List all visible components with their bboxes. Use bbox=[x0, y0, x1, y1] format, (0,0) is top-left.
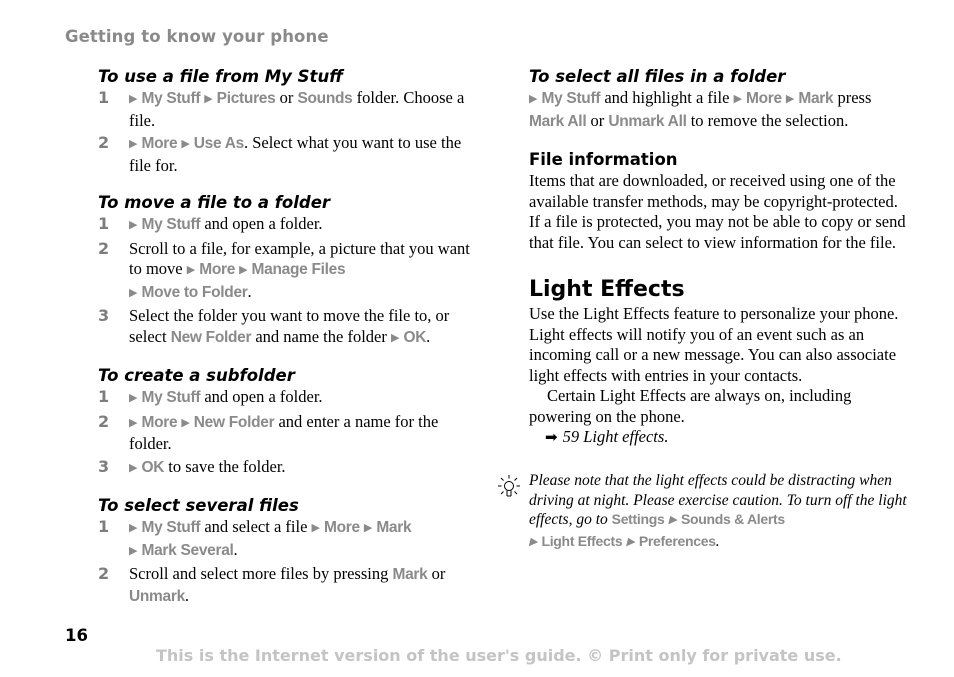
left-column bbox=[98, 66, 470, 607]
footer-notice: This is the Internet version of the user's guide. © Print only for private use. bbox=[156, 646, 842, 665]
arrow-icon: ▶ bbox=[390, 331, 400, 344]
page-number: 16 bbox=[65, 626, 88, 645]
section-title: To create a subfolder bbox=[98, 366, 295, 385]
section-move-file bbox=[98, 192, 470, 349]
arrow-right-icon: ➡ bbox=[545, 430, 558, 446]
arrow-icon: ▶ bbox=[129, 93, 138, 105]
arrow-icon: ▶ bbox=[129, 544, 138, 557]
arrow-icon: ▶ bbox=[733, 93, 743, 105]
step: 3 Select the folder you want to move the file to, or select New Folder and name the folder ▶ OK. bbox=[98, 306, 470, 349]
arrow-icon: ▶ bbox=[186, 264, 196, 276]
arrow-icon: ▶ bbox=[311, 522, 320, 534]
arrow-icon: ▶ bbox=[129, 416, 138, 429]
section-use-file bbox=[98, 66, 470, 176]
step: 1 ▶ My Stuff and open a folder. bbox=[98, 214, 470, 237]
section-title: To move a file to a folder bbox=[98, 193, 331, 212]
arrow-icon: ▶ bbox=[129, 286, 138, 299]
arrow-icon: ▶ bbox=[129, 522, 138, 534]
arrow-icon: ▶ bbox=[668, 514, 677, 526]
section-title: To select several files bbox=[98, 496, 299, 515]
lightbulb-icon bbox=[497, 474, 521, 498]
section-title: To select all files in a folder bbox=[529, 67, 786, 86]
arrow-icon: ▶ bbox=[181, 416, 190, 429]
paragraph: Items that are downloaded, or received using one of the available transfer methods, may be copyright-protected. If a file is protected, you may not be able to copy or send that file. You can select to view information for the file. bbox=[529, 171, 906, 252]
safety-note: Please note that the light effects could be distracting when driving at night. Please exercise caution. To turn off the light effects, go to Settings ▶ Sounds & Alerts ▶ Light Effects ▶ Preferences. bbox=[529, 471, 909, 553]
arrow-icon: ▶ bbox=[204, 93, 213, 105]
section-light-effects bbox=[529, 276, 909, 449]
section-title: To use a file from My Stuff bbox=[98, 67, 343, 86]
step: 2 Scroll and select more files by pressing Mark or Unmark. bbox=[98, 564, 446, 605]
step: 2 Scroll to a file, for example, a picture that you want to move ▶ More ▶ Manage Files ▶ Move to Folder. bbox=[98, 239, 470, 305]
step: 2 ▶ More ▶ New Folder and enter a name for the folder. bbox=[98, 411, 439, 453]
arrow-icon: ▶ bbox=[129, 219, 138, 231]
arrow-icon: ▶ bbox=[785, 93, 795, 105]
cross-reference: ➡ 59 Light effects. bbox=[545, 427, 669, 446]
section-several-files bbox=[98, 495, 470, 607]
step: 3 ▶ OK to save the folder. bbox=[98, 457, 470, 480]
step: 1 ▶ My Stuff and open a folder. bbox=[98, 387, 470, 410]
section-title: File information bbox=[529, 150, 678, 169]
section-file-information bbox=[529, 149, 909, 253]
right-column bbox=[529, 66, 909, 449]
step: 2 ▶ More ▶ Use As. Select what you want to use the file for. bbox=[98, 133, 462, 175]
arrow-icon: ▶ bbox=[129, 138, 138, 150]
running-header: Getting to know your phone bbox=[65, 27, 329, 46]
arrow-icon: ▶ bbox=[129, 461, 138, 474]
arrow-icon: ▶ bbox=[363, 522, 373, 534]
section-select-all: To select all files in a folder ▶ My Stuff and highlight a file ▶ More ▶ Mark press Mark All or Unmark All to remove the selection. bbox=[529, 66, 909, 132]
step: 1 ▶ My Stuff and select a file ▶ More ▶ Mark ▶ Mark Several. bbox=[98, 517, 470, 562]
chapter-title: Light Effects bbox=[529, 277, 685, 302]
arrow-icon: ▶ bbox=[529, 93, 538, 105]
section-subfolder bbox=[98, 365, 470, 479]
paragraph: Use the Light Effects feature to personalize your phone. Light effects will notify you of an event such as an incoming call or a new message. You can also associate light effects with entries in your contacts. bbox=[529, 304, 899, 385]
paragraph: Certain Light Effects are always on, including powering on the phone. bbox=[529, 386, 852, 426]
arrow-icon: ▶ bbox=[529, 535, 538, 548]
step: 1 ▶ My Stuff ▶ Pictures or Sounds folder. Choose a file. bbox=[98, 88, 465, 130]
arrow-icon: ▶ bbox=[129, 392, 138, 404]
arrow-icon: ▶ bbox=[626, 535, 635, 548]
arrow-icon: ▶ bbox=[181, 138, 190, 150]
arrow-icon: ▶ bbox=[239, 264, 248, 276]
